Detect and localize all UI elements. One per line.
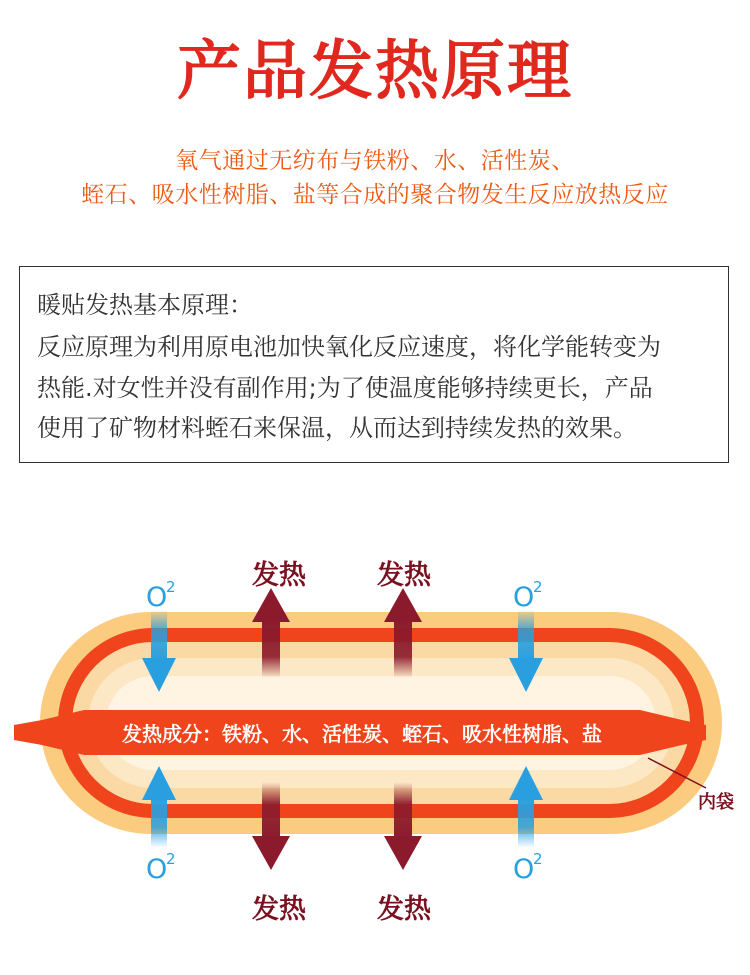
page-title: 产品发热原理 — [177, 34, 573, 109]
subtitle-line-2: 蛭石、吸水性树脂、盐等合成的聚合物发生反应放热反应 — [81, 182, 669, 208]
svg-text:O: O — [146, 582, 168, 613]
principle-line-3: 使用了矿物材料蛭石来保温，从而达到持续发热的效果。 — [37, 414, 637, 442]
svg-text:O: O — [513, 582, 535, 613]
svg-text:2: 2 — [166, 578, 176, 596]
heat-label-top-left: 发热 — [252, 560, 306, 591]
o2-label-bottom-left — [146, 850, 176, 885]
heat-label-bottom-left: 发热 — [252, 894, 306, 925]
svg-text:2: 2 — [533, 578, 543, 596]
svg-text:2: 2 — [166, 850, 176, 868]
o2-label-top-right — [513, 578, 543, 613]
o2-label-bottom-right — [513, 850, 543, 885]
principle-heading: 暖贴发热基本原理： — [37, 291, 253, 319]
svg-text:O: O — [513, 854, 535, 885]
heat-label-top-right: 发热 — [377, 560, 431, 591]
heat-pack-diagram — [0, 520, 750, 975]
principle-box — [19, 266, 729, 463]
svg-text:O: O — [146, 854, 168, 885]
o2-label-top-left — [146, 578, 176, 613]
inner-bag-label: 内袋 — [698, 792, 734, 813]
heat-label-bottom-right: 发热 — [377, 894, 431, 925]
principle-line-1: 反应原理为利用原电池加快氧化反应速度，将化学能转变为 — [37, 333, 661, 361]
ingredients-text: 发热成分：铁粉、水、活性炭、蛭石、吸水性树脂、盐 — [122, 722, 602, 746]
principle-line-2: 热能.对女性并没有副作用;为了使温度能够持续更长，产品 — [37, 374, 653, 402]
subtitle-line-1: 氧气通过无纺布与铁粉、水、活性炭、 — [175, 148, 575, 174]
svg-text:2: 2 — [533, 850, 543, 868]
